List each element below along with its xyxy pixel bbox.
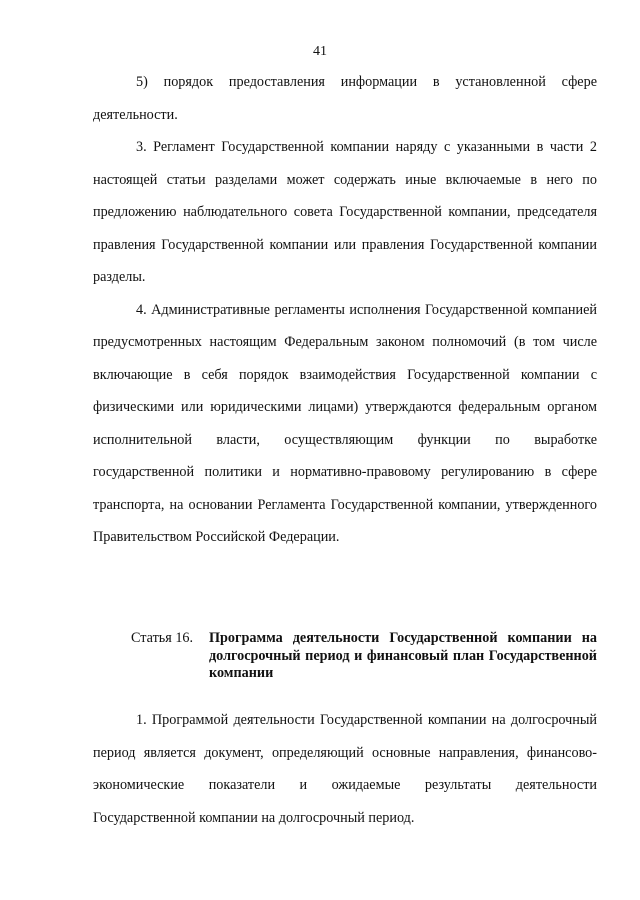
article-title: Программа деятельности Государственной компании на долгосрочный период и финансовый план Государственной компании [209, 630, 597, 681]
paragraph-item-5: 5) порядок предоставления информации в установленной сфере деятельности. [93, 74, 597, 123]
paragraph-3: 3. Регламент Государственной компании наряду с указанными в части 2 настоящей статьи разделами может содержать иные включаемые в него по предложению наблюдательного совета Государственной компании, председателя правления Государственной компании или правления Государственной компании разделы. [93, 139, 597, 285]
page-number: 41 [313, 44, 327, 59]
paragraph-4: 4. Административные регламенты исполнения Государственной компанией предусмотренных настоящим Федеральным законом полномочий (в том числе включающие в себя порядок взаимодействия Государственной компании с физическими или юридическими лицами) утверждаются федеральным органом исполнительной власти, осуществляющим функции по выработке государственной политики и нормативно-правовому регулированию в сфере транспорта, на основании Регламента Государственной компании, утвержденного Правительством Российской Федерации. [93, 301, 597, 545]
paragraph-1: 1. Программой деятельности Государственной компании на долгосрочный период является документ, определяющий основные направления, финансово-экономические показатели и ожидаемые результаты деятельности Государственной компании на долгосрочный период. [93, 712, 597, 826]
body-text-top [93, 66, 597, 554]
body-text-bottom [93, 704, 597, 834]
article-label: Статья 16. [131, 630, 194, 646]
